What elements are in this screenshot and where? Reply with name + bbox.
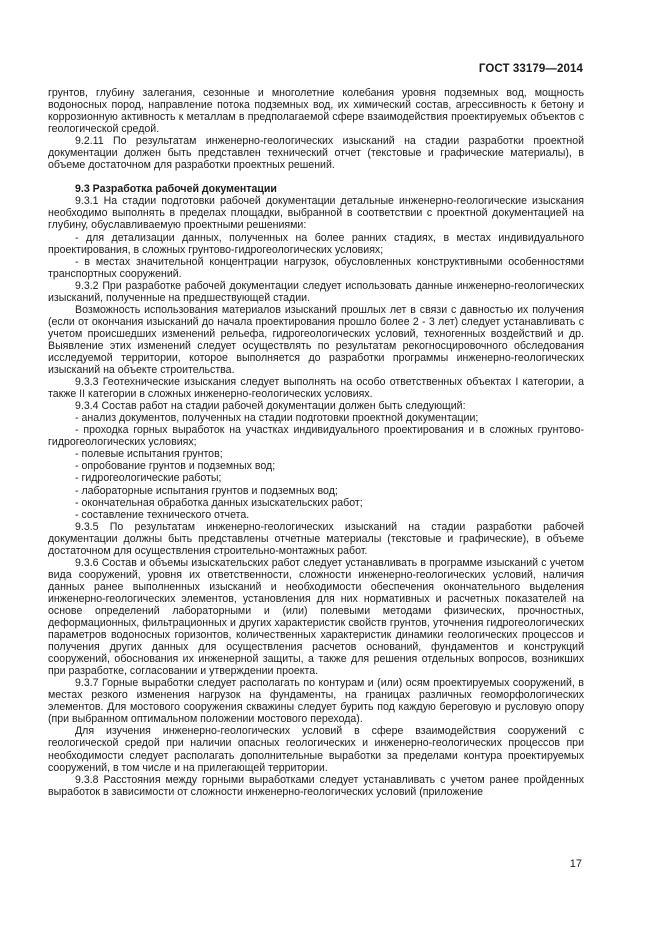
list-item: - гидрогеологические работы; [75, 472, 222, 485]
list-item: - проходка горных выработок на участках индивидуального проектирования и в сложных грунтово-гидрогеологических условиях; [48, 424, 584, 449]
list-item: - опробование грунтов и подземных вод; [75, 460, 276, 473]
list-item: - окончательная обработка данных изыскательских работ; [75, 496, 363, 509]
paragraph-9-3-6: 9.3.6 Состав и объемы изыскательских работ следует устанавливать в программе изысканий с учетом вида сооружений, уровня их ответственности, сложности инженерно-геологических условий, наличия данных ранее выполненных изысканий и необходимости обеспечения окончательного выделения инженерно-геологических элементов, установления для них нормативных и расчетных показателей на основе определений лабораторными и (или) полевыми методами физических, прочностных, деформационных, фильтрационных и других характеристик свойств грунтов, уточнения гидрогеологических параметров водоносных горизонтов, количественных характеристик динамики геологических процессов и получения других данных для осуществления расчетов оснований, фундаментов и конструкций сооружений, обоснования их инженерной защиты, а также для решения отдельных вопросов, возникших при разработке, согласовании и утверждении проекта. [48, 556, 584, 678]
paragraph-9-3-2: 9.3.2 При разработке рабочей документации следует использовать данные инженерно-геологических изысканий, полученные на предшествующей стадии. [48, 279, 584, 304]
standard-header: ГОСТ 33179—2014 [478, 63, 583, 75]
list-item: - для детализации данных, полученных на более ранних стадиях, в местах индивидуального проектирования, в сложных грунтово-гидрогеологических условиях; [48, 231, 584, 256]
document-body [48, 87, 584, 798]
paragraph-body: Возможность использования материалов изысканий прошлых лет в связи с давностью их получения (если от окончания изысканий до начала проектирования прошло более 2 - 3 лет) следует устанавливать с учетом происшедших изменений рельефа, гидрогеологических условий, техногенных воздействий и др. Выявление этих изменений следует осуществлять по результатам рекогносцировочного обследования исследуемой территории, которое выполняется до разработки программы инженерно-геологических изысканий на объекте строительства. [48, 303, 584, 377]
list-item: - в местах значительной концентрации нагрузок, обусловленных конструктивными особенностями транспортных сооружений. [48, 255, 584, 280]
section-heading: 9.3 Разработка рабочей документации [75, 183, 277, 196]
list-item: - лабораторные испытания грунтов и подземных вод; [75, 484, 338, 497]
paragraph-continuation: грунтов, глубину залегания, сезонные и многолетние колебания уровня подземных вод, мощность водоносных пород, направление потока подземных вод, их химический состав, агрессивность к бетону и коррозионную активность к металлам в предполагаемой сфере взаимодействия проектируемых объектов с геологической средой. [48, 87, 584, 136]
paragraph-body: Для изучения инженерно-геологических условий в сфере взаимодействия сооружений с геологической средой при наличии опасных геологических и инженерно-геологических процессов при необходимости следует располагать дополнительные выработки за пределами контура проектируемых сооружений, в том числе и на прилегающей территории. [48, 725, 584, 774]
paragraph-9-3-8: 9.3.8 Расстояния между горными выработками следует устанавливать с учетом ранее пройденных выработок в зависимости от сложности инженерно-геологических условий (приложение [48, 773, 584, 798]
paragraph-9-3-4: 9.3.4 Состав работ на стадии рабочей документации должен быть следующий: [75, 400, 466, 413]
page-number: 17 [569, 858, 582, 870]
paragraph-9-3-7: 9.3.7 Горные выработки следует располагать по контурам и (или) осям проектируемых сооружений, в местах резкого изменения нагрузок на фундаменты, на границах различных геоморфологических элементов. Для мостового сооружения скважины следует бурить под каждую береговую и русловую опору (при выбранном оптимальном положении мостового перехода). [48, 677, 584, 726]
paragraph-9-2-11: 9.2.11 По результатам инженерно-геологических изысканий на стадии разработки проектной документации должен быть представлен технический отчет (текстовые и графические материалы), в объеме достаточном для разработки проектных решений. [48, 135, 584, 172]
paragraph-9-3-3: 9.3.3 Геотехнические изыскания следует выполнять на особо ответственных объектах I категории, а также II категории в сложных инженерно-геологических условиях. [48, 376, 584, 401]
paragraph-9-3-5: 9.3.5 По результатам инженерно-геологических изысканий на стадии разработки рабочей документации должны быть представлены отчетные материалы (текстовые и графические), в объеме достаточном для осуществления строительно-монтажных работ. [48, 520, 584, 557]
list-item: - полевые испытания грунтов; [75, 448, 223, 461]
paragraph-9-3-1: 9.3.1 На стадии подготовки рабочей документации детальные инженерно-геологические изыскания необходимо выполнять в пределах площадки, выбранной в соответствии с проектной документацией на глубину, обуславливаемую проектными решениями: [48, 195, 584, 232]
list-item: - анализ документов, полученных на стадии подготовки проектной документации; [75, 412, 479, 425]
list-item: - составление технического отчета. [75, 508, 250, 521]
